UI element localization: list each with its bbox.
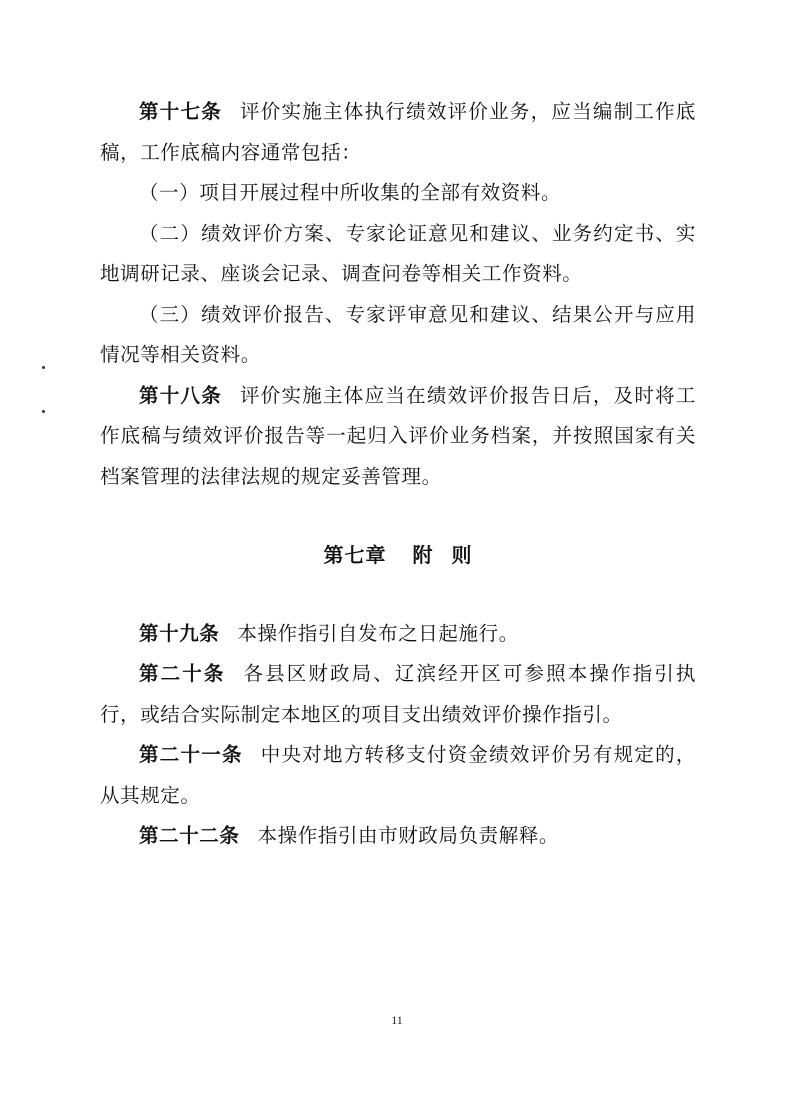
article-number: 第二十二条 — [139, 824, 240, 847]
chapter-title-part: 则 — [451, 543, 473, 567]
article-number: 第二十一条 — [139, 743, 243, 766]
scan-mark — [42, 410, 45, 413]
article-17 — [100, 92, 696, 173]
article-number: 第十七条 — [139, 100, 223, 123]
article-21 — [100, 735, 696, 816]
list-item-text: （三）绩效评价报告、专家评审意见和建议、结果公开与应用情况等相关资料。 — [100, 302, 696, 366]
article-text: 评价实施主体执行绩效评价业务，应当编制工作底稿，工作底稿内容通常包括： — [100, 100, 696, 164]
chapter-title-part: 附 — [412, 543, 434, 567]
document-body — [100, 92, 696, 857]
list-item-3 — [100, 295, 696, 376]
article-number: 第十九条 — [139, 621, 220, 645]
list-item-text: （一）项目开展过程中所收集的全部有效资料。 — [139, 181, 562, 204]
article-text: 中央对地方转移支付资金绩效评价另有规定的，从其规定。 — [100, 743, 696, 807]
article-text: 各县区财政局、辽滨经开区可参照本操作指引执行，或结合实际制定本地区的项目支出绩效评价操作指引。 — [100, 662, 696, 726]
article-number: 第十八条 — [139, 383, 223, 407]
list-item-2 — [100, 214, 696, 295]
article-text: 本操作指引自发布之日起施行。 — [237, 621, 519, 645]
scan-mark — [42, 366, 45, 369]
list-item-text: （二）绩效评价方案、专家论证意见和建议、业务约定书、实地调研记录、座谈会记录、调查问卷等相关工作资料。 — [100, 221, 696, 285]
chapter-number: 第七章 — [323, 543, 387, 567]
article-text: 评价实施主体应当在绩效评价报告日后，及时将工作底稿与绩效评价报告等一起归入评价业务档案，并按照国家有关档案管理的法律法规的规定妥善管理。 — [100, 383, 696, 488]
chapter-heading — [100, 535, 696, 576]
article-22 — [100, 816, 696, 857]
article-number: 第二十条 — [139, 662, 226, 685]
article-19 — [100, 614, 696, 655]
article-text: 本操作指引由市财政局负责解释。 — [257, 824, 560, 847]
article-18 — [100, 376, 696, 498]
list-item-1 — [100, 173, 696, 214]
article-20 — [100, 654, 696, 735]
page-number: 11 — [391, 1013, 403, 1027]
